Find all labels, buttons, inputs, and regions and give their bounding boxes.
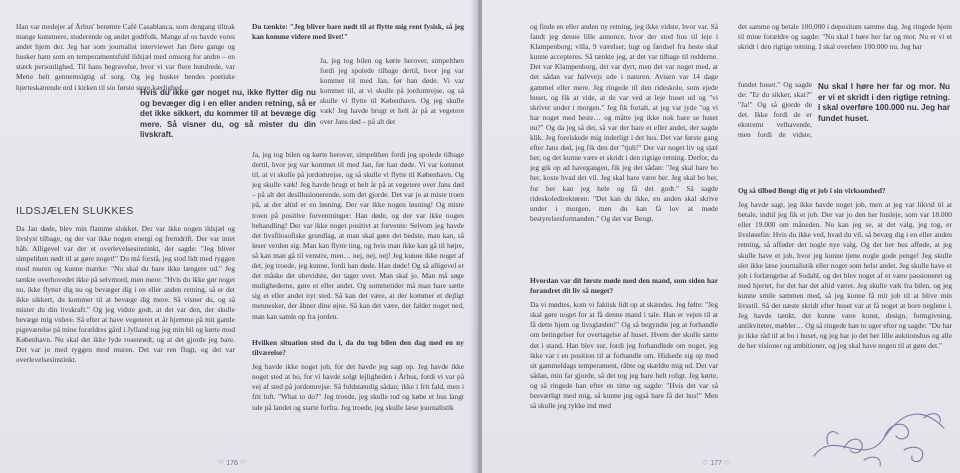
right-col2-top <box>738 22 952 82</box>
right-col1-top <box>530 22 718 268</box>
paragraph: Ja, jeg tog bilen og kørte herover, simpelthen fordi jeg spolede tilbage dertil, hvor jeg var kommet til med Jan, før han døde. Vi var kommet til, at vi skulle på jordomrejse, og så skulle vi flytte til København. Og jeg skulle væk! Jeg havde brugt et helt år på at vegetere over Jans død – på alt det <box>320 56 464 126</box>
page-number-text: 177 <box>710 460 722 467</box>
left-col1-bottom <box>16 206 235 446</box>
paragraph: og finde en eller anden ny retning, jeg ikke vidste, hvor var. Så fandt jeg denne lille annonce, hvor der stod hus til leje i Klampenborg; villa, 9 værelser, lugt og færdsel fra heste skal kunne accepteres. Så tænkte jeg, at det var tilbage til redderne. Det var Klampenborg, det var dyrt, men det var noget med, at det sådan var halvvejs ude i naturen. Avisen var 14 dage gammel eller mere. Jeg ringede til den rideskole, som ejede huset, og fik at vide, at de var ved at leje huset ud og "vi skriver under i morgen." Jeg fik fortalt, at jeg var jyde "og vi har noget med heste… og måtte jeg ikke nok bare se huset nu?" Og da jeg så det, så var der bare et eller andet, der sagde klik. Jeg forelskede mig inderligt i det hus. Det var første gang efter Jans død, jeg fik den der "tjuh!" Der var noget liv og sjæl her, og det kunne være et skridt i den rigtige retning. Derfor, da jeg gik op ad havegangen, fik jeg det sådan: "Jeg skal bare bo her, koste hvad det vil. Jeg skal bare være her. Jeg skal bo her, for her kan jeg hele og få det godt." Så sagde rideskoledirektøren: "Det kan du ikke, en anden skal skrive under i morgen, men du kan få lov at møde bestyrelsesformanden." Og det var Bengt. <box>530 22 718 223</box>
page-number-text: 176 <box>226 460 238 467</box>
left-col2-wrap <box>320 56 464 146</box>
right-col2-bottom <box>738 186 952 398</box>
question-text: Du tænkte: "Jeg bliver bare nødt til at flytte mig rent fysisk, så jeg kan komme videre med livet!" <box>252 22 464 42</box>
paragraph: Ja, jeg tog bilen og kørte herover, simpelthen fordi jeg spolede tilbage dertil, hvor jeg var kommet til med Jan, før han døde. Vi var kommet til, at vi skulle på jordomrejse, og så skulle vi flytte til København. Og jeg skulle væk! Jeg havde brugt et helt år på at vegetere over Jans død – på alt det desillusionerende, som det gjorde. Det var jo at miste troen på, at der altid er en løsning. Der var ikke nogen løsning! Og miste troen på positive forventninger: Han døde, og der var ikke nogen behandling! Der var ikke noget positivt at forvente: Selvom jeg havde det livsfilosofiske grundlag, at man skal gøre det bedste, man kan, så løser verden sig. Man kan flytte ting, og hvis man ikke kan gå til højre, så kan man gå til venstre, men… nej, nej, nej! Jeg kunne ikke noget af det, jeg troede, jeg kunne, fordi han døde. Han døde! Og så alligevel er det måske det ubevidste, der tager over. Man skal jo. Man må søge mulighederne, gøre et eller andet. Og sommetider må man bare sætte sig et eller andet nyt sted. Så kan det være, at der kommer et dejligt mennesker, der åbner dine øjne. Så kan det være, der falder noget ned, man kan samle op fra jorden. <box>252 150 464 321</box>
left-page <box>0 0 478 473</box>
heart-icon: ♡ <box>239 460 247 467</box>
question-text: Hvilken situation stod du i, da du tog bilen den dag med en ny tilværelse? <box>252 338 464 358</box>
right-col2-continue <box>738 140 952 176</box>
paragraph: det samme og betale 100.000 i depositum samme dag. Jeg ringede hjem til mine forældre og sagde: "Nu skal I høre her far og mor. Nu er vi et skridt i den rigtige retning. I skal overføre 100.000 nu. Jeg har <box>738 22 952 52</box>
right-page <box>482 0 960 473</box>
right-col2-wrap <box>738 80 812 142</box>
pull-quote: Nu skal I høre her far og mor. Nu er vi et skridt i den rigtige retning. I skal overføre 100.000 nu. Jeg har fundet huset. <box>818 82 950 123</box>
heart-icon: ♡ <box>218 460 225 467</box>
page-number <box>702 459 730 467</box>
heart-icon: ♡ <box>723 460 731 467</box>
section-heading: ILDSJÆLEN SLUKKES <box>16 206 134 217</box>
floral-ornament-icon <box>804 398 954 470</box>
right-col1-bottom <box>530 276 718 452</box>
question-text: Og så tilbød Bengt dig et job i sin virksomhed? <box>738 186 886 195</box>
paragraph: Da vi mødtes, kom vi faktisk lidt op at skændes. Jeg følte: "Jeg skal gøre noget for at få denne mand i tale. Han er vejen til at få dette hjem og livsglæden!" Og så begyndte jeg at forhandle om betingelser for overtagelse af huset. Hvem der skulle sætte det i stand. Han blev sur, fordi jeg forhandlede om noget, jeg ikke var i en position til at forhandle om. Hidsede sig op med sit gammeldags temperament, råbte og skældte mig ud. Det var sådan, min far gjorde, så det tog jeg bare helt roligt. Jeg kørte, og så ringede han efter en time og sagde: "Hvis det var så besværligt med mig, så kunne jeg også bare få det hus!" Men så skulle jeg rykke ind med <box>530 300 718 411</box>
pull-quote: Hvis du ikke gør noget nu, ikke flytter dig nu og bevæger dig i en eller anden retning, så er det ikke sikkert, du kommer til at bevæge dig mere. Så visner du, og så mister du din livskraft. <box>140 88 316 140</box>
paragraph: Han var medejer af Århus' berømte Café Casablanca, som dengang tiltrak mange kunstnere, studerende og andet godtfolk. Mange af os havde vores andet hjem der. Jeg har som journalist interviewet Jan flere gange og husker ham som en temperamentsfuld ildsjæl med omsorg for andre – en stærk personlighed. Til hans begravelse, hvor vi var flere hundrede, var Mette helt gennemsigtig af sorg. Og jeg husker hendes poetiske hjerteskærende ord i kirken til sin første store kærlighed… <box>16 22 235 92</box>
paragraph: Da Jan døde, blev min flamme slukket. Der var ikke nogen ildsjæl og livslyst tilbage, og der var ikke nogen energi og fremdrift. Der var intet håb. Alligevel var der et overlevelsesinstinkt, der sagde: "Jeg bliver simpelthen nødt til at gøre noget!" Du må forstå, jeg stod lidt med ryggen mod muren og kunne mærke: "Nu skal du bare ikke længere ud." Jeg tænkte overhovedet ikke på selvmord, men mere: "Hvis du ikke gør noget nu, ikke flytter dig nu og bevæger dig i en eller anden retning, så er det ikke sikkert, du kommer til at bevæge dig mere. Så visner du, og så mister du din livskraft." Og jeg vidste godt, at det var den, der skulle bevæge mig videre. Så efter at have vegeteret et år hjemme på mit gamle pigeværelse på mine forældres gård i Jylland tog jeg min bil og kørte mod København. Nu skal det ikke lyde rosenrødt, og at det gjorde jeg bare. Det var jo med ryggen mod muren. Det var ren flugt, og det var overlevelsesinstinkt. <box>16 224 235 365</box>
paragraph: Jeg havde ikke noget job, for det havde jeg sagt op. Jeg havde ikke noget sted at bo, for vi havde solgt lejligheden i Århus, fordi vi var på vej af sted på jordomrejse. Så fuldstændig sådan; ikke i frit fald, men i frit luft. "What to do?" Jeg troede, jeg skulle tud og købe et hus langt ude på landet og starte forfra. Jeg troede, jeg skulle læse journalistik <box>252 362 464 412</box>
left-col2-bottom <box>252 338 464 448</box>
heart-icon: ♡ <box>702 460 709 467</box>
left-col2-body <box>252 150 464 332</box>
question-text: Hvordan var dit første møde med den mand, som siden har forandret dit liv så meget? <box>530 276 718 296</box>
paragraph: Jeg havde sagt, jeg ikke havde noget job, men at jeg var likvid til at betale, indtil jeg fik et job. Der var jo den her husleje, som var 18.000 eller 19.000 om måneden. Nu kan jeg se, at det valg, jeg tog, er livsløsefin: Hvis du ikke ved, hvad du vil, så bevæg dig i en eller anden retning, så afføder det nogle nye valg. Og det her hus afføde, at jeg skulle have et job, hvor jeg kunne tjene nogle gode penge! Jeg skulle slet ikke læse journalistik eller noget som helst andet. Jeg skulle have et job i forlængelse af Sodahl, og det blev noget af et være passioneret og med hjertet, for det har det altid været. Jeg skulle væk fra bilen, og jeg kunne smile sammen med, så jeg kunne få mit job til at blive min livsstil. Så det næste skridt efter huset var at få noget at bore neglene i. Jeg havde tænkt, det kunne være kunst, design, formgivning, antikviteter, møbler… Og så ringede han to uger efter og sagde: "Du har jo ikke råd til at bo i huset, og jeg har jo det her lille auktionshus og alle de her visioner og ambitioner, og jeg skal have nogen til at gøre det." <box>738 200 952 351</box>
paragraph: fundet huset." Og sagde de: "Er du sikker, skat?" "Ja!" Og så gjorde de det. Ikke fordi de er ekstremt velhavende, men fordi de vidste, <box>738 80 812 140</box>
page-number <box>218 459 246 467</box>
